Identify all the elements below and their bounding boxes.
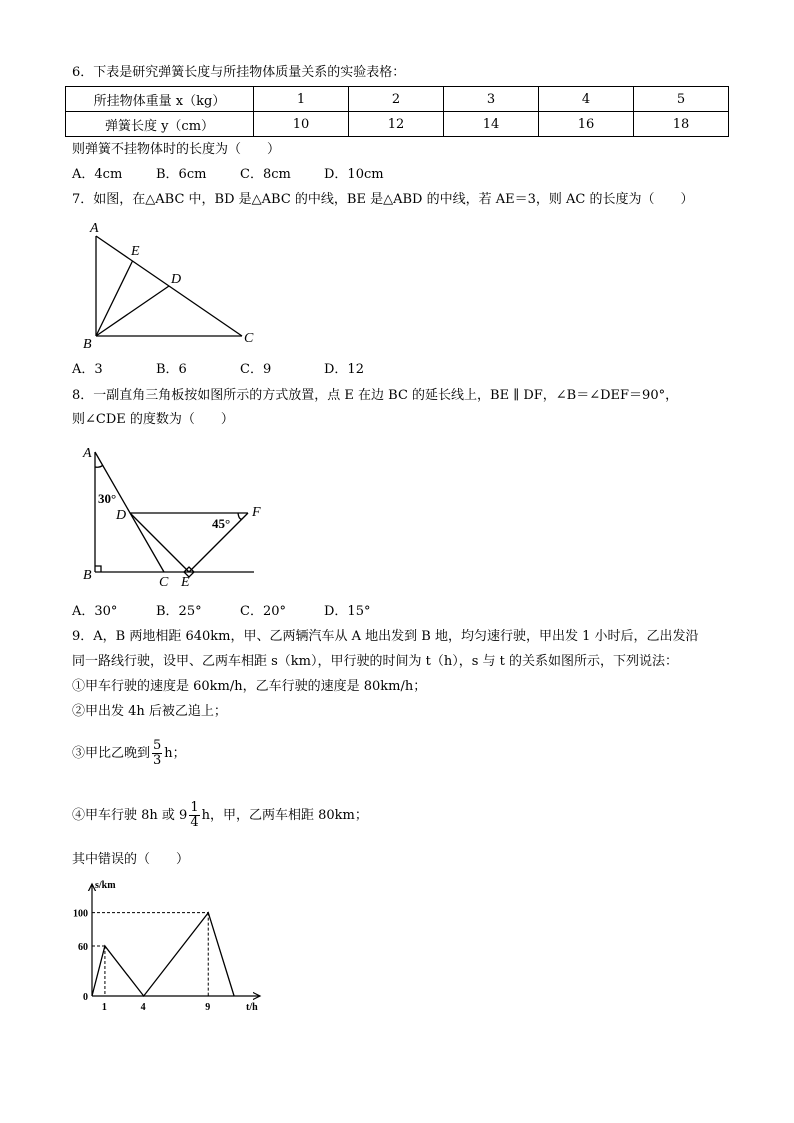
q8-set-squares-figure <box>78 440 268 590</box>
y-tick-label: 100 <box>73 908 88 920</box>
q8-option-a: A．30° <box>72 604 118 619</box>
row-header: 弹簧长度 y（cm） <box>66 112 254 137</box>
q8-label-a: A <box>83 446 92 461</box>
table-cell: 5 <box>634 87 729 112</box>
fraction-denominator: 4 <box>190 815 199 830</box>
q9-statement-2: ②甲出发 4h 后被乙追上； <box>72 704 227 719</box>
x-tick-label: 4 <box>140 1002 146 1013</box>
q8-label-e: E <box>181 575 190 590</box>
q6-stem: 6．下表是研究弹簧长度与所挂物体质量关系的实验表格： <box>72 65 406 80</box>
experiment-table <box>65 86 729 137</box>
q8-label-b: B <box>83 568 92 583</box>
q9-statement-4 <box>72 801 368 831</box>
q8-stem-line1: 8．一副直角三角板按如图所示的方式放置，点 E 在边 BC 的延长线上，BE ∥ DF，∠B＝∠DEF＝90°， <box>72 388 679 403</box>
y-tick-label: 60 <box>78 942 88 953</box>
y-tick-label: 0 <box>83 992 88 1003</box>
q6-option-a: A．4cm <box>72 167 123 182</box>
q7-option-d: D．12 <box>324 362 364 377</box>
q9-statement-1: ①甲车行驶的速度是 60km/h，乙车行驶的速度是 80km/h； <box>72 679 427 694</box>
series-line <box>92 913 234 996</box>
q8-option-b: B．25° <box>156 604 202 619</box>
q9-statement-4-text: ④甲车行驶 8h 或 9 <box>72 808 188 823</box>
q7-label-b: B <box>83 337 92 352</box>
table-cell: 10 <box>254 112 349 137</box>
q9-statement-3 <box>72 739 186 769</box>
q8-label-c: C <box>159 575 169 590</box>
q7-label-e: E <box>131 244 140 259</box>
x-tick-label: 9 <box>205 1002 211 1013</box>
q9-stem-line1: 9．A，B 两地相距 640km，甲、乙两辆汽车从 A 地出发到 B 地，均匀速行驶，甲出发 1 小时后，乙出发沿 <box>72 629 699 644</box>
q9-statement-3-unit: h； <box>164 746 186 761</box>
q6-option-b: B．6cm <box>156 167 207 182</box>
q7-stem: 7．如图，在△ABC 中，BD 是△ABC 的中线，BE 是△ABD 的中线，若 AE＝3，则 AC 的长度为（ ） <box>72 192 694 207</box>
chart-marks <box>73 909 234 1013</box>
fraction-numerator: 5 <box>153 738 162 753</box>
fraction-numerator: 1 <box>190 800 199 815</box>
table-cell: 18 <box>634 112 729 137</box>
q7-label-a: A <box>90 221 99 236</box>
q9-stem-line2: 同一路线行驶，设甲、乙两车相距 s（km），甲行驶的时间为 t（h），s 与 t 的关系如图所示，下列说法： <box>72 654 679 669</box>
q8-stem-line2: 则∠CDE 的度数为（ ） <box>72 412 234 427</box>
x-axis-label: t/h <box>246 1002 258 1013</box>
table-cell: 14 <box>444 112 539 137</box>
q6-option-c: C．8cm <box>240 167 291 182</box>
row-header: 所挂物体重量 x（kg） <box>66 87 254 112</box>
table-cell: 4 <box>539 87 634 112</box>
q8-label-f: F <box>252 505 261 520</box>
table-row <box>66 112 729 137</box>
fraction <box>152 739 162 768</box>
q8-label-d: D <box>116 508 127 523</box>
table-cell: 2 <box>349 87 444 112</box>
table-cell: 3 <box>444 87 539 112</box>
q9-statement-3-text: ③甲比乙晚到 <box>72 746 151 761</box>
q7-triangle-figure <box>78 218 268 353</box>
q7-option-b: B．6 <box>156 362 187 377</box>
x-tick-label: 1 <box>101 1002 107 1013</box>
y-axis-label: s/km <box>95 880 116 891</box>
table-cell: 1 <box>254 87 349 112</box>
q9-question: 其中错误的（ ） <box>72 852 190 867</box>
q7-label-d: D <box>171 272 182 287</box>
q6-question: 则弹簧不挂物体时的长度为（ ） <box>72 142 281 157</box>
q7-option-c: C．9 <box>240 362 272 377</box>
table-cell: 12 <box>349 112 444 137</box>
q6-option-d: D．10cm <box>324 167 384 182</box>
q7-option-a: A．3 <box>72 362 103 377</box>
fraction-denominator: 3 <box>153 753 162 768</box>
q9-distance-time-chart <box>70 876 270 1016</box>
q8-angle-30-label: 30° <box>98 491 117 506</box>
table-row <box>66 87 729 112</box>
q8-angle-45-label: 45° <box>212 516 231 531</box>
table-cell: 16 <box>539 112 634 137</box>
q9-statement-4-text-end: h，甲，乙两车相距 80km； <box>201 808 368 823</box>
q7-label-c: C <box>244 331 254 346</box>
q8-option-d: D．15° <box>324 604 371 619</box>
fraction <box>189 801 199 830</box>
q8-option-c: C．20° <box>240 604 286 619</box>
